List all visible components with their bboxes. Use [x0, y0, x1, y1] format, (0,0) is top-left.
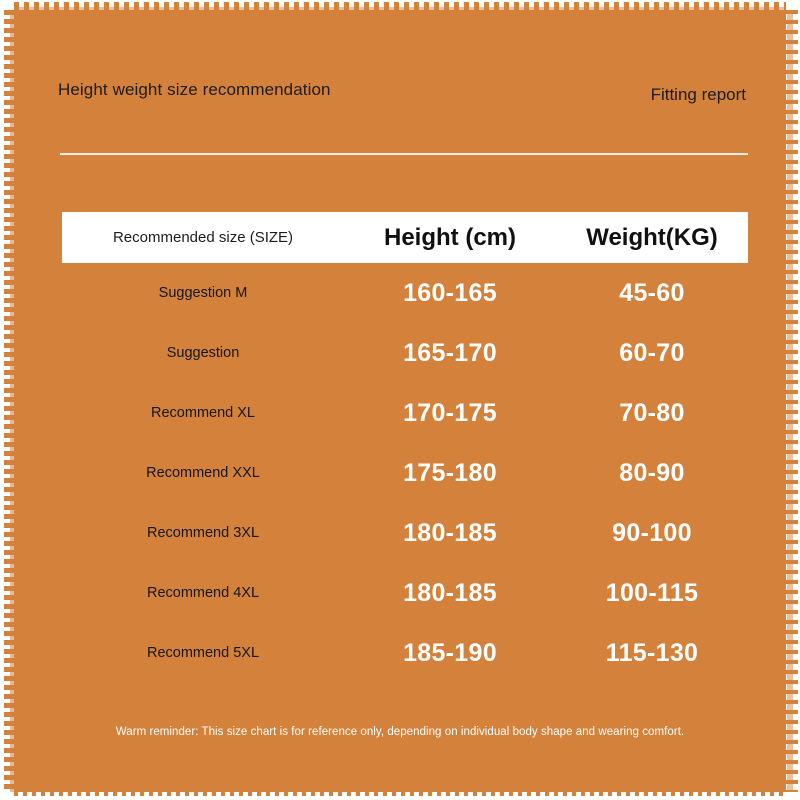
header — [58, 80, 746, 116]
table-row — [62, 623, 748, 683]
column-header-size: Recommended size (SIZE) — [112, 229, 294, 246]
table-row — [62, 383, 748, 443]
table-row — [62, 323, 748, 383]
cell-size: Suggestion — [166, 345, 240, 361]
cell-height: 170-175 — [403, 398, 497, 427]
size-chart-table — [62, 212, 748, 683]
cell-weight: 90-100 — [612, 518, 692, 547]
column-header-height: Height (cm) — [384, 223, 516, 251]
cell-weight: 60-70 — [619, 338, 685, 367]
cell-size: Recommend 5XL — [146, 645, 260, 661]
cell-height: 180-185 — [403, 518, 497, 547]
table-header-row — [62, 212, 748, 263]
page-title: Height weight size recommendation — [58, 80, 331, 99]
cell-weight: 45-60 — [619, 278, 685, 307]
table-row — [62, 263, 748, 323]
table-row — [62, 443, 748, 503]
cell-weight: 115-130 — [605, 638, 699, 667]
table-body — [62, 263, 748, 683]
cell-size: Recommend XXL — [146, 465, 260, 481]
cell-height: 180-185 — [403, 578, 497, 607]
cell-weight: 70-80 — [619, 398, 685, 427]
cell-height: 185-190 — [403, 638, 497, 667]
column-header-weight: Weight(KG) — [586, 223, 718, 251]
table-header — [62, 212, 748, 263]
cell-size: Recommend 4XL — [146, 585, 260, 601]
cell-size: Recommend XL — [151, 405, 255, 421]
header-divider — [60, 153, 748, 155]
cell-size: Suggestion M — [158, 285, 248, 301]
cell-height: 165-170 — [403, 338, 497, 367]
warm-reminder-note: Warm reminder: This size chart is for reference only, depending on individual body shape and wearing comfort. — [115, 726, 685, 738]
cell-height: 175-180 — [403, 458, 497, 487]
cell-weight: 100-115 — [605, 578, 699, 607]
cell-size: Recommend 3XL — [146, 525, 260, 541]
fitting-report-label: Fitting report — [650, 85, 746, 104]
cell-height: 160-165 — [403, 278, 497, 307]
table-row — [62, 503, 748, 563]
table-row — [62, 563, 748, 623]
cell-weight: 80-90 — [619, 458, 685, 487]
